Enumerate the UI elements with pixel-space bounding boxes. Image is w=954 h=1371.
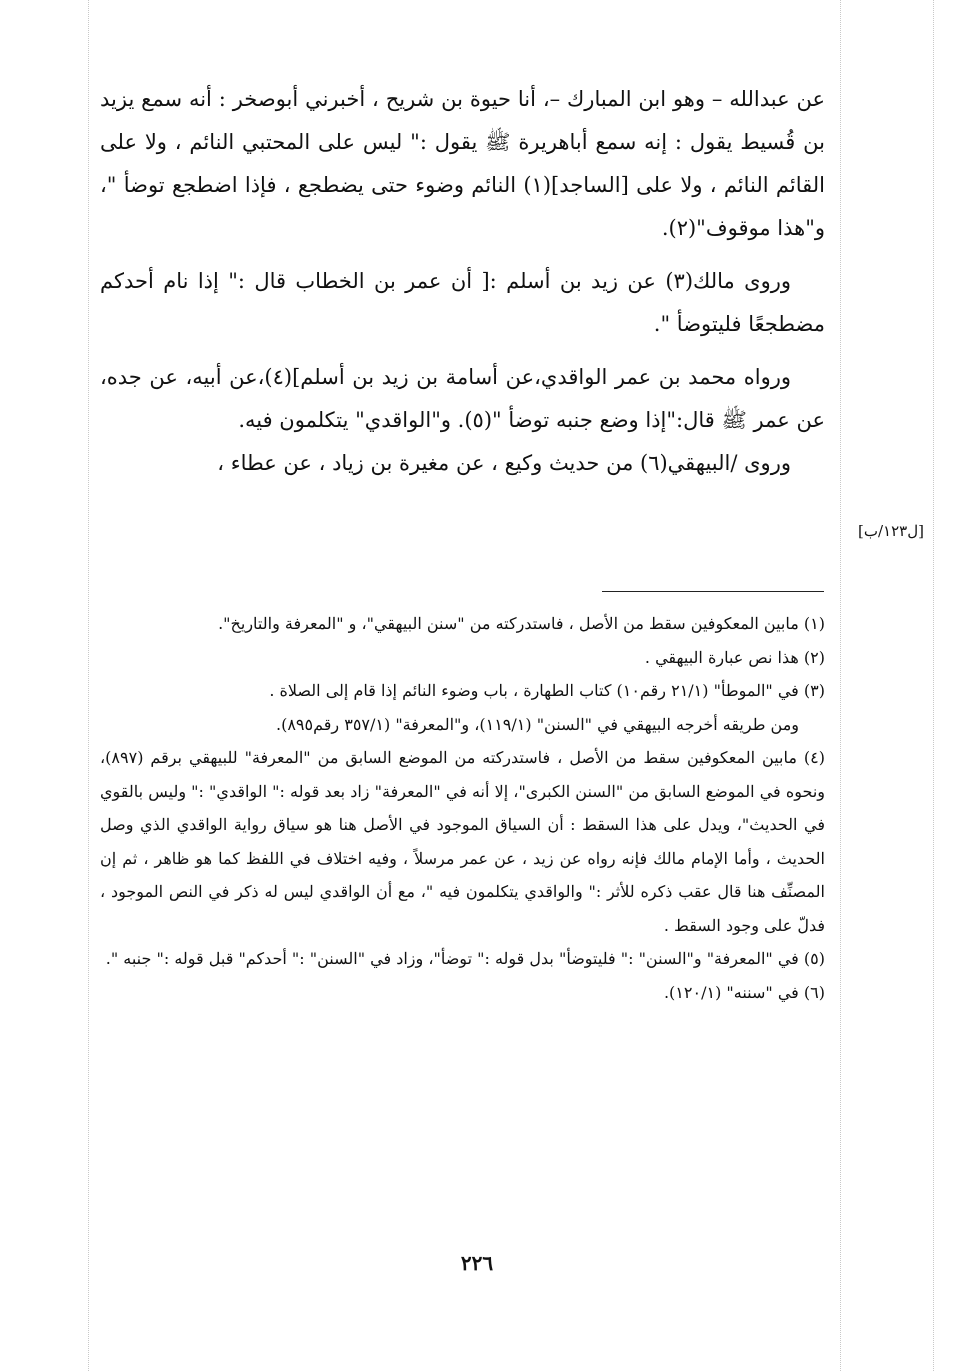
scan-guide-line-right — [840, 0, 841, 1371]
footnote-5: (٥) في "المعرفة" و"السنن" :" فليتوضأ" بدل قوله :" توضأ"، وزاد في "السنن" :" أحدكم" قبل قوله :" جنبه ". — [105, 949, 825, 968]
page-number: ٢٢٦ — [460, 1251, 494, 1275]
footnote-6: (٦) في "سننه" (١٢٠/١). — [663, 982, 825, 1002]
manuscript-folio-reference: [ل١٢٣/ب] — [858, 522, 924, 540]
main-paragraph-3: ورواه محمد بن عمر الواقدي،عن أسامة بن زيد بن أسلم](٤)،عن أبيه، عن جده، عن عمر ﷺ قال:"إذا وضع جنبه توضأ "(٥). و"الواقدي" يتكلمون فيه. — [100, 365, 825, 432]
scan-guide-line-edge — [933, 0, 934, 1371]
footnote-2: (٢) هذا نص عبارة البيهقي . — [644, 647, 825, 667]
main-paragraph-2: وروى مالك(٣) عن زيد بن أسلم :[ أن عمر بن الخطاب قال :" إذا نام أحدكم مضطجعًا فليتوضأ ". — [100, 269, 825, 336]
main-paragraph-1: عن عبدالله – وهو ابن المبارك –، أنا حيوة بن شريح ، أخبرني أبوصخر : أنه سمع يزيد بن قُسيط يقول : إنه سمع أباهريرة ﷺ يقول :" ليس على المحتبي النائم ، ولا على القائم النائم ، ولا على [الساجد](١) النائم وضوء حتى يضطجع ، فإذا اضطجع توضأ "، و"هذا موقوف"(٢). — [100, 87, 825, 240]
footnote-1: (١) مابين المعكوفين سقط من الأصل ، فاستدركته من "سنن البيهقي"، و "المعرفة والتاريخ". — [218, 614, 825, 633]
footnote-separator — [602, 591, 824, 592]
main-paragraph-4: وروى /البيهقي(٦) من حديث وكيع ، عن مغيرة بن زياد ، عن عطاء ، — [217, 451, 791, 475]
scan-guide-line-left — [88, 0, 89, 1371]
main-text-block — [100, 78, 825, 485]
footnote-3-continuation: ومن طريقه أخرجه البيهقي في "السنن" (١١٩/١)، و"المعرفة" (٣٥٧/١ رقم٨٩٥). — [276, 714, 799, 734]
footnote-3: (٣) في "الموطأ" (٢١/١ رقم١٠) كتاب الطهارة ، باب وضوء النائم إذا قام إلى الصلاة . — [269, 681, 825, 700]
footnote-4: (٤) مابين المعكوفين سقط من الأصل ، فاستدركته من الموضع السابق من "المعرفة" للبيهقي برقم (٨٩٧)، ونحوه في الموضع السابق من "السنن الكبرى"، إلا أنه في "المعرفة" زاد بعد قوله :" الواقدي" :" وليس بالقوي في الحديث"، ويدل على هذا السقط : أن السياق الموجود في الأصل هنا هو سياق رواية الواقدي الذي وصل الحديث ، وأما الإمام مالك فإنه رواه عن زيد ، عن عمر مرسلاً ، وفيه اختلاف في اللفظ كما هو ظاهر ، ثم إن المصنِّف هنا قال عقب ذكره للأثر :" والواقدي يتكلمون فيه "، مع أن الواقدي ليس له ذكر في النص الموجود ، فدلّ على وجود السقط . — [100, 748, 826, 935]
footnotes-block — [100, 607, 825, 1009]
